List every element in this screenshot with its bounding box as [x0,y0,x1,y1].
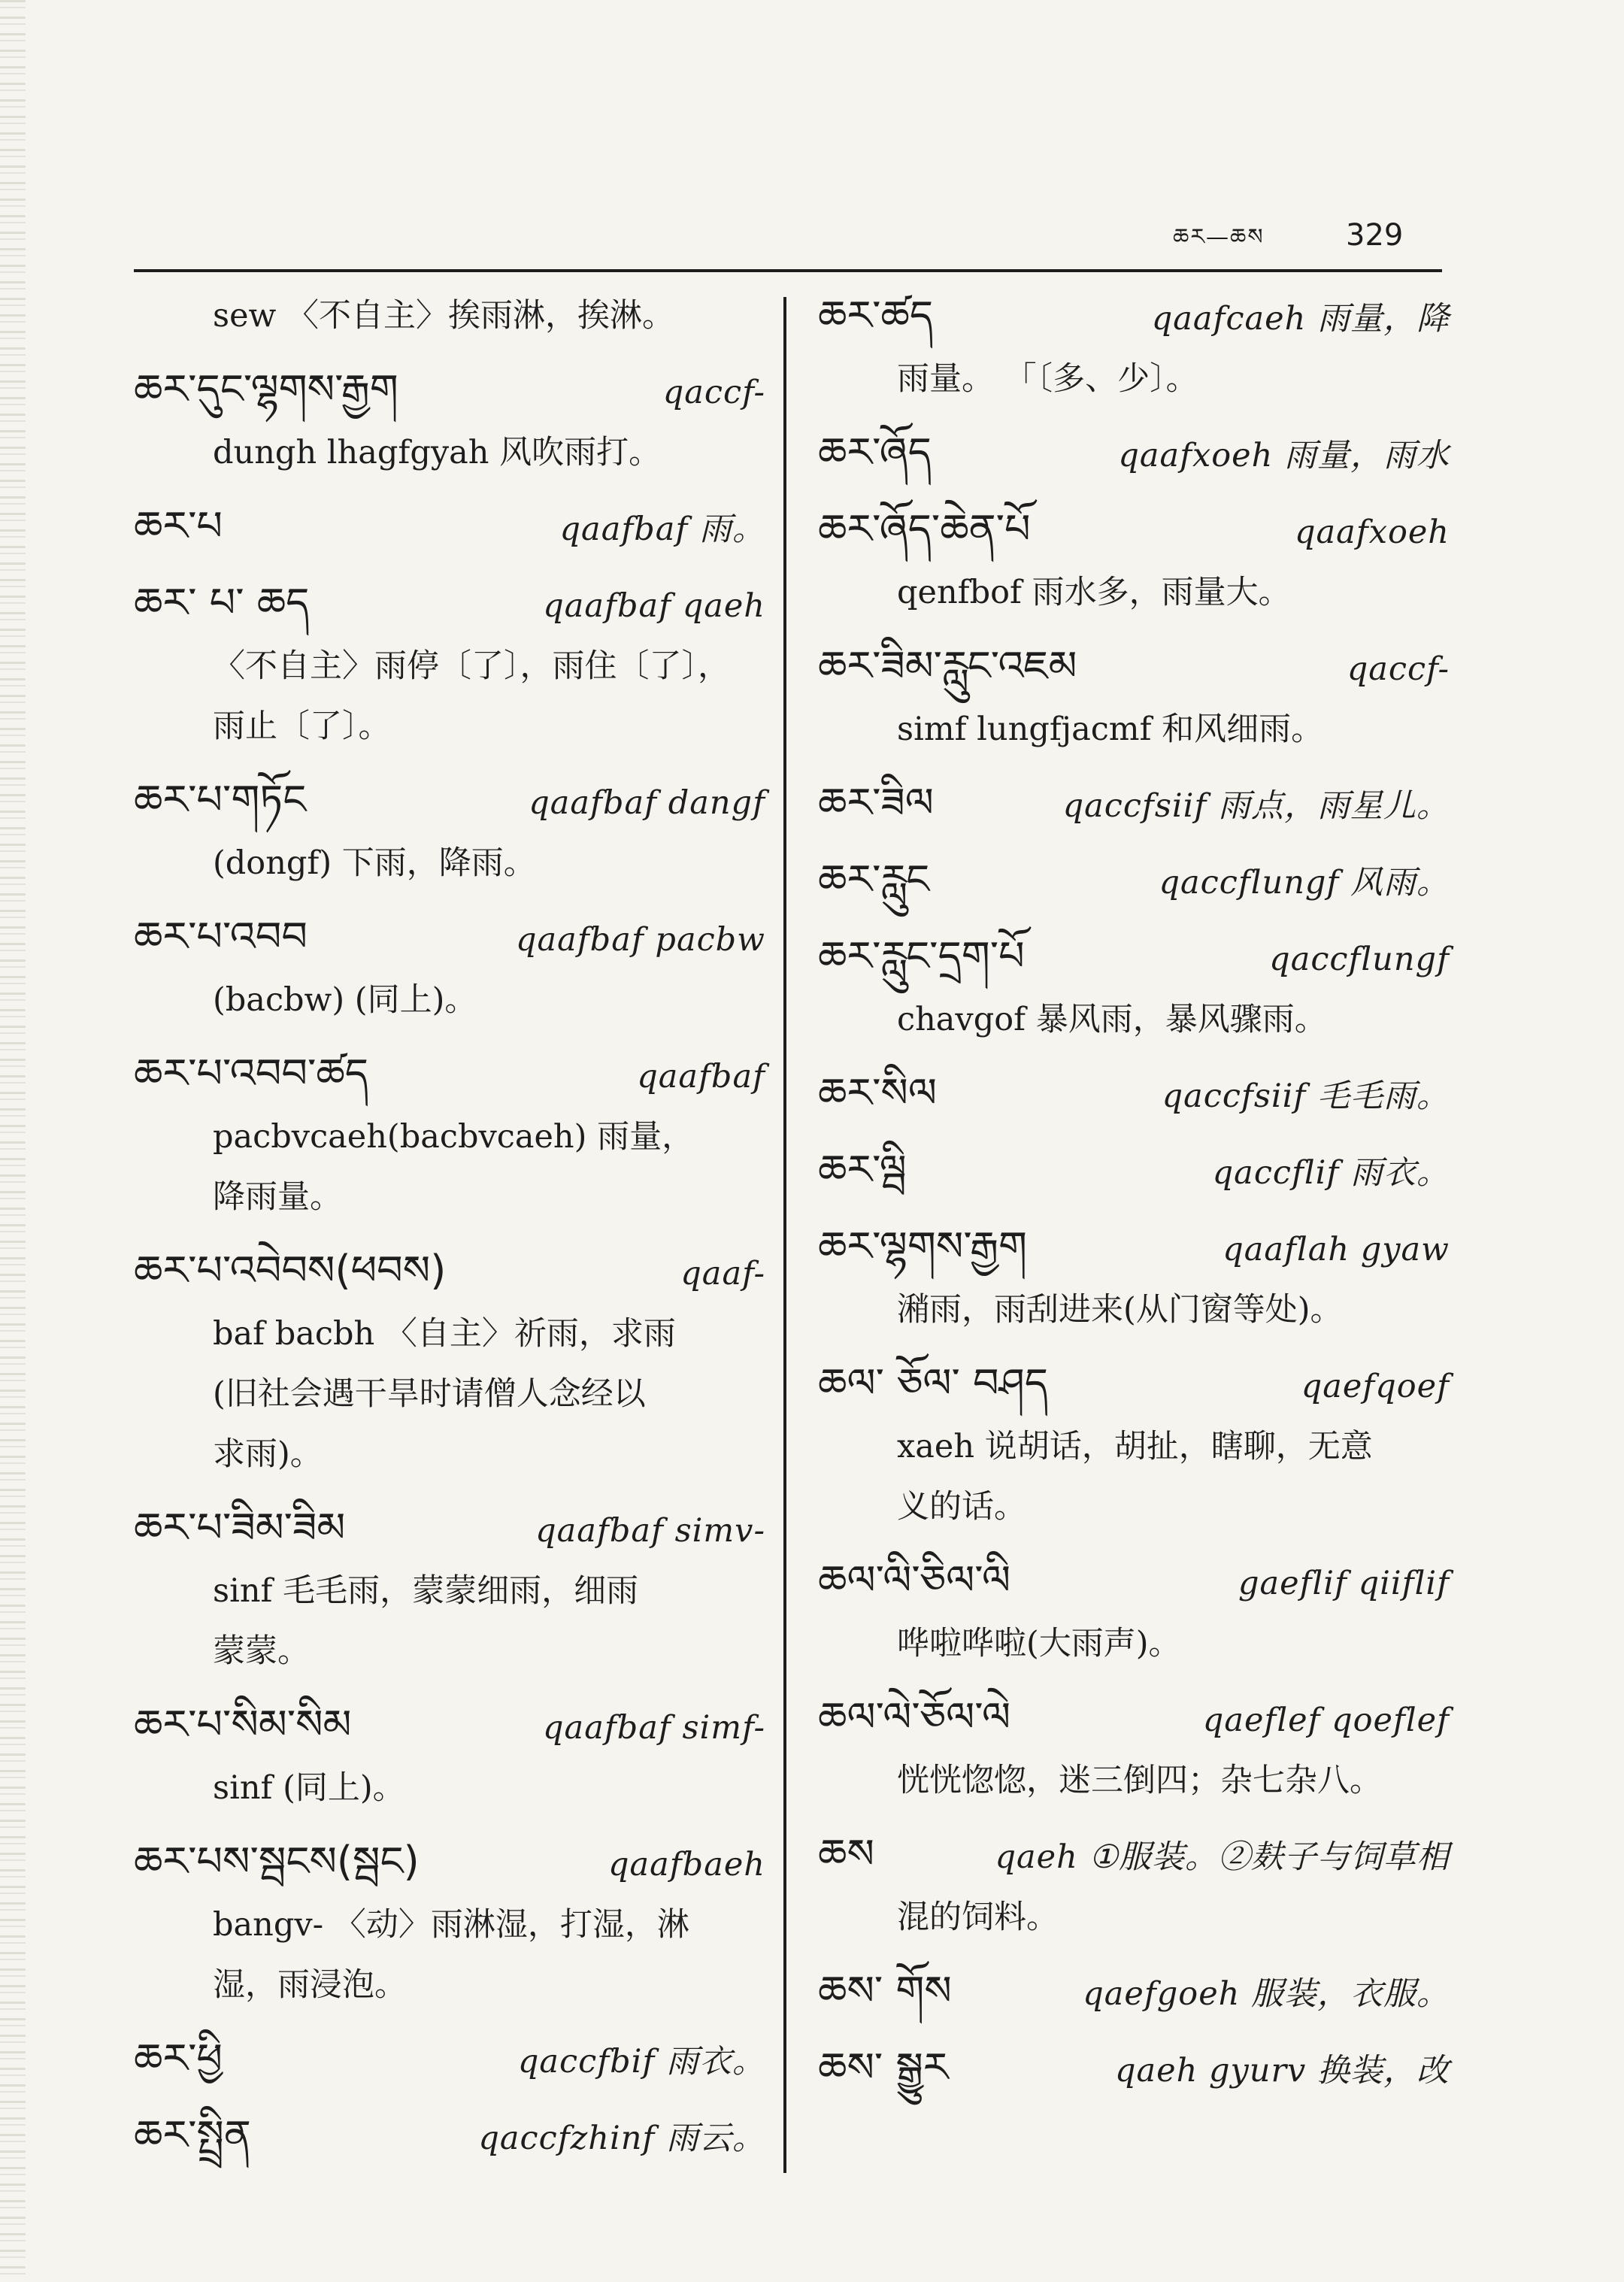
entry-headline [134,1241,765,1304]
entry-headline [818,1353,1450,1417]
entry-headline [818,1217,1450,1280]
definition-line: sinf 毛毛雨，蒙蒙细雨，细雨 [213,1572,639,1610]
definition-line: 求雨)。 [213,1435,323,1473]
definition-line: 潲雨，雨刮进来(从门窗等处)。 [897,1291,1343,1329]
dictionary-entry [818,926,1450,1050]
headword-romanization: qaefqoef [1301,1368,1450,1405]
entry-headline [134,1498,765,1561]
entry-headline [818,2038,1450,2101]
dictionary-entry [134,2105,765,2168]
entry-headline [818,1550,1450,1614]
headword-tibetan: ཆར་པས་སྦངས(སྦང) [134,1838,420,1885]
dictionary-entry [818,423,1450,486]
entry-headline [818,636,1450,699]
entry-headline [134,907,765,970]
headword-romanization: qaccfsiif 毛毛雨。 [1162,1077,1450,1115]
entry-headline [818,773,1450,836]
dictionary-entry [134,496,765,559]
headword-romanization: qaafbaf 雨。 [559,511,765,548]
dictionary-entry [818,1063,1450,1126]
headword-tibetan: ཆར་པ་སིམ་སིམ [134,1701,352,1748]
entry-headline [818,1063,1450,1126]
headword-tibetan: ཆལ་ལེ་ཅོལ་ལེ [818,1693,1011,1741]
dictionary-entry [134,286,765,346]
entry-headline [818,1140,1450,1203]
scan-edge [0,0,26,2282]
definition-line: 湿，雨浸泡。 [213,1966,407,2004]
entry-headline [134,1044,765,1107]
dictionary-entry [818,286,1450,409]
headword-romanization: qaafcaeh 雨量，降 [1151,300,1450,338]
headword-romanization: qaccf- [1347,650,1450,688]
headword-romanization: qaafxoeh 雨量，雨水 [1118,437,1450,474]
definition-line: sew 〈不自主〉挨雨淋，挨淋。 [213,297,674,335]
entry-headline [818,1824,1450,1887]
headword-tibetan: ཆར་ཟིལ [818,779,934,826]
dictionary-entry [134,1044,765,1227]
headword-romanization: qaccfsiif 雨点，雨星儿。 [1062,787,1450,825]
entry-headline [818,286,1450,349]
header-rule [134,269,1442,272]
entry-headline [134,496,765,559]
headword-romanization: qaccfzhinf 雨云。 [478,2120,765,2157]
page-number: 329 [1346,218,1404,253]
entry-headline [818,926,1450,989]
headword-tibetan: ཆར་ཞོད་ཆེན་པོ [818,505,1031,553]
definition-line: 〈不自主〉雨停〔了〕，雨住〔了〕， [213,647,730,685]
headword-romanization: qaccflungf [1269,941,1450,978]
definition-line: sinf (同上)。 [213,1769,405,1807]
definition-line: (dongf) 下雨，降雨。 [213,844,536,882]
entry-headline [818,1687,1450,1750]
dictionary-entry [134,2029,765,2092]
headword-romanization: qaafbaf qaeh [543,587,765,625]
headword-tibetan: ཆར་དུང་ལྷགས་རྒྱག [134,365,398,413]
entry-headline [134,359,765,423]
headword-romanization: qaafbaeh [607,1846,765,1883]
dictionary-entry [818,1824,1450,1947]
dictionary-entry [818,850,1450,913]
dictionary-entry [134,770,765,893]
entry-headline [134,1832,765,1895]
definition-line: (bacbw) (同上)。 [213,981,477,1019]
entry-headline [818,850,1450,913]
headword-tibetan: ཆར་ཚད [818,292,934,339]
headword-tibetan: ཆར་ པ་ ཆད [134,579,310,626]
headword-tibetan: ཆར་པ་འབེབས(ཕབས) [134,1247,447,1294]
entry-headline [818,499,1450,562]
headword-tibetan: ཆལ་ལི་ཅིལ་ལི [818,1556,1011,1604]
headword-tibetan: ཆར་པ་ཟིམ་ཟིམ [134,1504,346,1551]
headword-tibetan: ཆར་པ་འབབ [134,913,308,960]
dictionary-entry [818,1550,1450,1674]
dictionary-entry [134,359,765,483]
definition-line: xaeh 说胡话，胡扯，瞎聊，无意 [897,1428,1373,1465]
headword-tibetan: ཆར་པ་གཏོང [134,776,307,823]
dictionary-entry [134,1498,765,1681]
definition-line: chavgof 暴风雨，暴风骤雨。 [897,1001,1327,1038]
dictionary-entry [818,1961,1450,2024]
definition-line: 雨量。 「〔多、少〕。 [897,360,1198,398]
headword-romanization: gaeflif qiiflif [1238,1565,1450,1602]
definition-line: 雨止〔了〕。 [213,708,391,745]
headword-romanization: qaccflungf 风雨。 [1159,864,1450,902]
definition-line: qenfbof 雨水多，雨量大。 [897,574,1291,611]
headword-romanization: qaccfbif 雨衣。 [517,2043,765,2080]
definition-line: 义的话。 [897,1488,1026,1526]
dictionary-entry [134,907,765,1030]
headword-tibetan: ཆར་ཞོད [818,429,932,476]
dictionary-entry [818,2038,1450,2101]
left-column [134,286,765,2182]
definition-line: simf lungfjacmf 和风细雨。 [897,711,1324,748]
running-head: ཆར—ཆས [1173,224,1265,250]
headword-romanization: qaefgoeh 服装，衣服。 [1083,1975,1450,2013]
definition-line: 混的饲料。 [897,1899,1059,1936]
headword-tibetan: ཆར་ཟིམ་རླུང་འཇམ [818,642,1077,689]
headword-romanization: qaafbaf pacbw [515,921,765,959]
headword-romanization: qaeh ①服装。②麸子与饲草相 [995,1838,1450,1876]
dictionary-entry [818,1140,1450,1203]
headword-tibetan: ཆས [818,1830,874,1877]
definition-line: bangv- 〈动〉雨淋湿，打湿，淋 [213,1906,689,1944]
headword-romanization: qaafbaf dangf [529,784,765,822]
headword-romanization: qaafbaf simv- [535,1512,765,1550]
definition-line: 蒙蒙。 [213,1632,310,1670]
headword-tibetan: ཆར་རླུང [818,856,930,903]
headword-tibetan: ཆར་སིལ [818,1069,938,1117]
entry-headline [134,2029,765,2092]
definition-line: baf bacbh 〈自主〉祈雨，求雨 [213,1315,676,1353]
column-divider [783,297,786,2173]
definition-line: 哗啦哗啦(大雨声)。 [897,1625,1181,1662]
entry-headline [818,1961,1450,2024]
headword-romanization: qaafbaf [637,1058,765,1096]
headword-tibetan: ཆས་ གོས [818,1967,952,2014]
headword-romanization: qaeh gyurv 换装，改 [1115,2052,1450,2090]
entry-headline [818,423,1450,486]
headword-tibetan: ཆར་ཕྱི [134,2035,223,2082]
dictionary-entry [134,573,765,756]
headword-tibetan: ཆར་སྤྲིན [134,2111,251,2159]
entry-headline [134,2105,765,2168]
headword-tibetan: ཆར་རླུང་དྲག་པོ [818,932,1025,980]
dictionary-entry [134,1695,765,1818]
headword-tibetan: ཆར་པ་འབབ་ཚད [134,1050,369,1097]
right-column [818,286,1450,2114]
headword-tibetan: ཆར་པ [134,502,223,550]
dictionary-entry [818,1687,1450,1811]
definition-line: 降雨量。 [213,1178,342,1216]
headword-romanization: qaafbaf simf- [543,1709,765,1747]
headword-tibetan: ཆར་ལྦི [818,1146,907,1193]
definition-line: (旧社会遇干旱时请僧人念经以 [213,1375,646,1413]
definition-line: dungh lhagfgyah 风吹雨打。 [213,434,662,471]
dictionary-entry [818,499,1450,623]
headword-romanization: qaccf- [662,374,765,411]
entry-headline [134,770,765,833]
dictionary-entry [818,1217,1450,1340]
dictionary-entry [818,773,1450,836]
headword-romanization: qaaf- [680,1255,765,1293]
entry-headline [134,1695,765,1758]
headword-romanization: qaccflif 雨衣。 [1212,1154,1450,1192]
headword-romanization: qaeflef qoeflef [1202,1702,1450,1739]
dictionary-entry [818,1353,1450,1537]
headword-tibetan: ཆར་ལྷགས་རྒྱག [818,1223,1027,1270]
headword-romanization: qaafxoeh [1295,514,1450,551]
dictionary-entry [818,636,1450,759]
dictionary-entry [134,1241,765,1484]
headword-tibetan: ཆལ་ ཅོལ་ བཤད [818,1359,1049,1407]
dictionary-entry [134,1832,765,2015]
headword-romanization: qaaflah gyaw [1223,1231,1450,1268]
headword-tibetan: ཆས་ སྒྱུར [818,2044,949,2091]
definition-line: 恍恍惚惚，迷三倒四；杂七杂八。 [897,1762,1382,1799]
entry-headline [134,573,765,636]
definition-line: pacbvcaeh(bacbvcaeh) 雨量， [213,1118,695,1156]
